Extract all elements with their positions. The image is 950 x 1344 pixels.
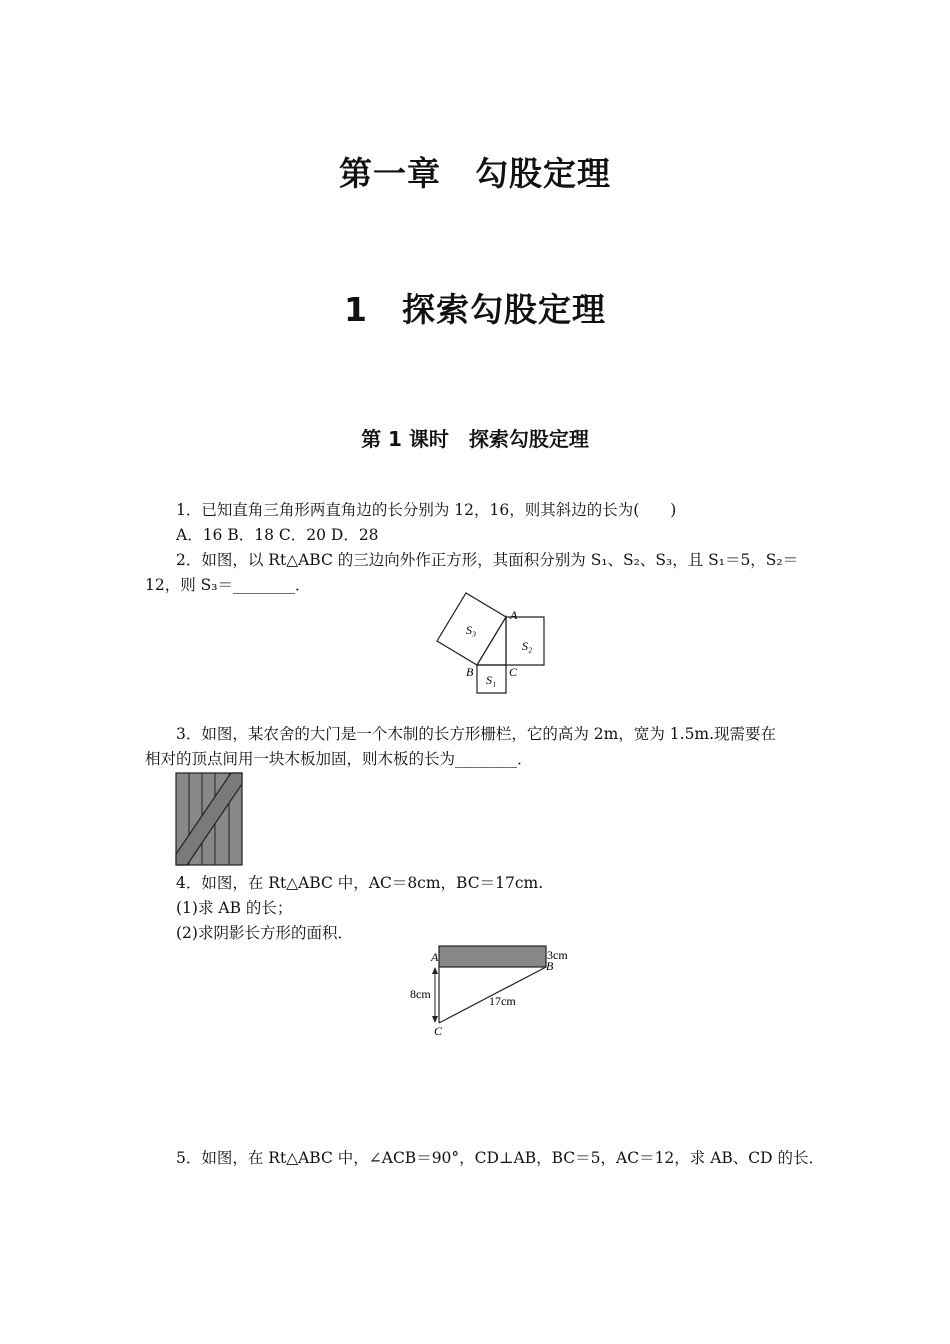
label-a: A <box>510 608 518 622</box>
question-4-line-1: 4．如图，在 Rt△ABC 中，AC＝8cm，BC＝17cm. <box>176 874 544 892</box>
question-2-line-1: 2．如图，以 Rt△ABC 的三边向外作正方形，其面积分别为 S₁、S₂、S₃，且 S₁＝5，S₂＝ <box>176 551 799 569</box>
question-4-figure <box>405 943 585 1038</box>
question-5-line-1: 5．如图，在 Rt△ABC 中，∠ACB＝90°，CD⊥AB，BC＝5，AC＝12，求 AB、CD 的长． <box>176 1149 825 1167</box>
question-3-line-2: 相对的顶点间用一块木板加固，则木板的长为________． <box>145 750 533 768</box>
label-s2: S₂ <box>522 639 533 653</box>
shaded-rectangle <box>439 946 546 967</box>
question-1-text: 1．已知直角三角形两直角边的长分别为 12，16，则其斜边的长为( ) <box>176 501 677 519</box>
lesson-title: 第 1 课时 探索勾股定理 <box>361 427 589 451</box>
question-2-line-2: 12，则 S₃＝________． <box>145 576 311 594</box>
question-2-figure <box>430 590 555 695</box>
label-s1: S₁ <box>486 673 497 687</box>
label-b: B <box>466 665 474 679</box>
question-4-line-3: (2)求阴影长方形的面积． <box>176 924 353 942</box>
question-3-line-1: 3．如图，某农舍的大门是一个木制的长方形栅栏，它的高为 2m，宽为 1.5m.现需要在 <box>176 725 777 743</box>
label-b: B <box>546 959 554 973</box>
label-a: A <box>431 950 439 964</box>
section-title: 1 探索勾股定理 <box>344 290 606 329</box>
chapter-title: 第一章 勾股定理 <box>339 154 611 193</box>
label-c: C <box>434 1024 443 1038</box>
label-c: C <box>509 665 518 679</box>
label-bc: 17cm <box>489 994 516 1008</box>
question-3-gate-figure <box>175 772 243 866</box>
label-width: 3cm <box>547 948 568 962</box>
question-4-line-2: (1)求 AB 的长； <box>176 899 293 917</box>
label-ac: 8cm <box>410 987 431 1001</box>
label-s3: S₃ <box>466 623 477 637</box>
question-1-options: A．16 B．18 C．20 D．28 <box>176 526 379 544</box>
